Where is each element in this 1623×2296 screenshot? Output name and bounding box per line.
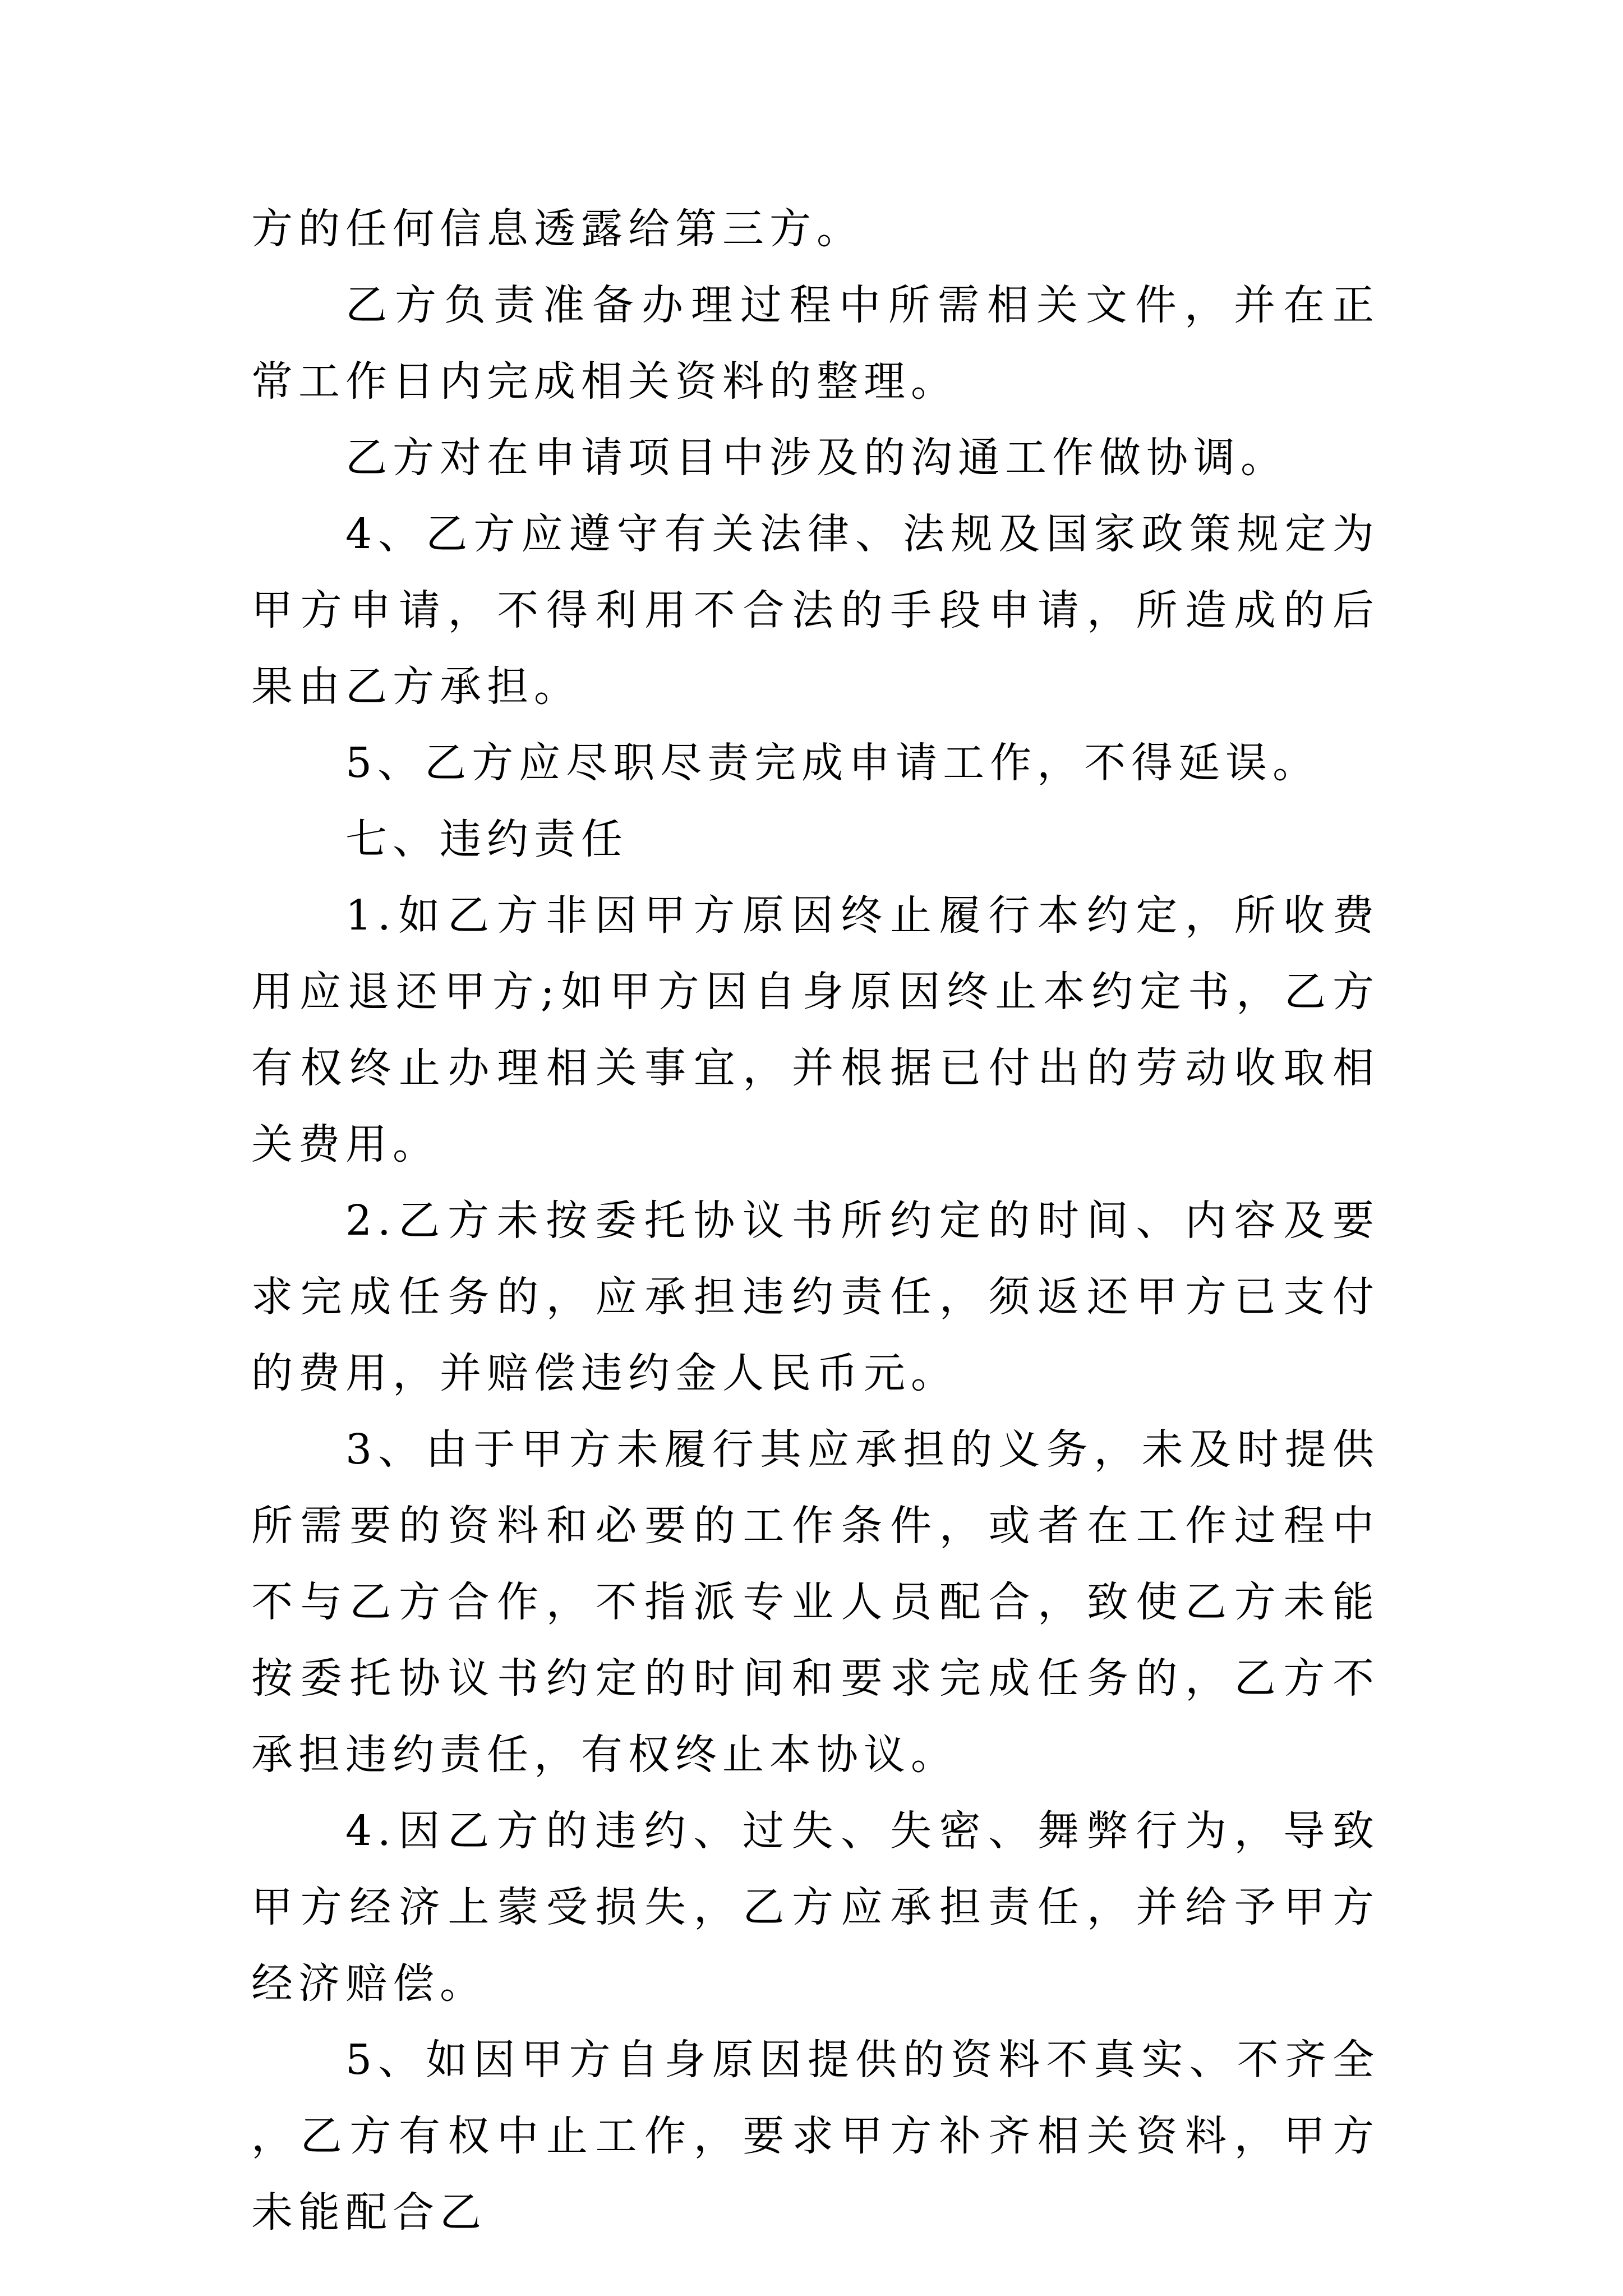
paragraph-liability-1: 1.如乙方非因甲方原因终止履行本约定，所收费用应退还甲方;如甲方因自身原因终止本约定书，乙方有权终止办理相关事宜，并根据已付出的劳动收取相关费用。 xyxy=(251,891,1380,1168)
document-body xyxy=(251,191,1380,2251)
paragraph-continuation: 方的任何信息透露给第三方。 xyxy=(251,205,864,253)
paragraph-clause-5-diligence: 5、乙方应尽职尽责完成申请工作，不得延误。 xyxy=(345,739,1320,787)
paragraph-document-preparation: 乙方负责准备办理过程中所需相关文件，并在正常工作日内完成相关资料的整理。 xyxy=(251,281,1380,406)
paragraph-liability-2: 2.乙方未按委托协议书所约定的时间、内容及要求完成任务的，应承担违约责任，须返还甲方已支付的费用，并赔偿违约金人民币元。 xyxy=(251,1197,1380,1397)
paragraph-liability-5: 5、如因甲方自身原因提供的资料不真实、不齐全，乙方有权中止工作，要求甲方补齐相关资料，甲方未能配合乙 xyxy=(251,2036,1380,2237)
paragraph-liability-4: 4.因乙方的违约、过失、失密、舞弊行为，导致甲方经济上蒙受损失，乙方应承担责任，并给予甲方经济赔偿。 xyxy=(251,1807,1380,2008)
section-heading-liability: 七、违约责任 xyxy=(345,815,628,863)
paragraph-liability-3: 3、由于甲方未履行其应承担的义务，未及时提供所需要的资料和必要的工作条件，或者在工作过程中不与乙方合作，不指派专业人员配合，致使乙方未能按委托协议书约定的时间和要求完成任务的，乙方不承担违约责任，有权终止本协议。 xyxy=(251,1425,1380,1779)
paragraph-communication: 乙方对在申请项目中涉及的沟通工作做协调。 xyxy=(345,434,1288,482)
paragraph-clause-4-compliance: 4、乙方应遵守有关法律、法规及国家政策规定为甲方申请，不得利用不合法的手段申请，所造成的后果由乙方承担。 xyxy=(251,510,1380,711)
